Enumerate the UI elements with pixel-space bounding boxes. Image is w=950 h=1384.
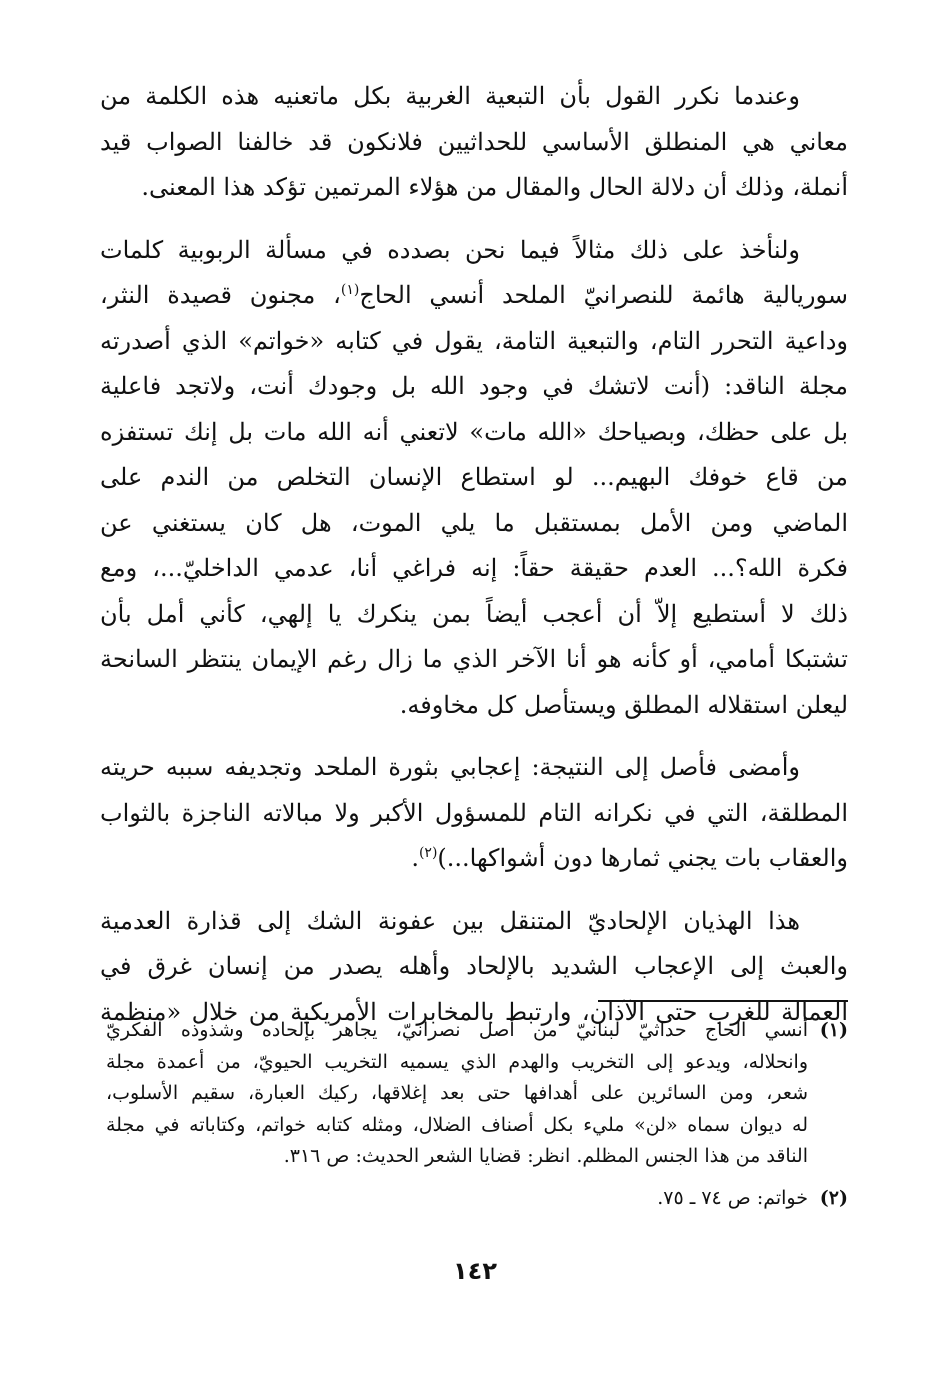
text-line: والعبث إلى الإعجاب الشديد بالإلحاد وأهله يصدر من إنسان غرق في — [100, 952, 848, 980]
footnote-line: وانحلاله، ويدعو إلى التخريب والهدم الذي يسميه التخريب الحيويّ، من أعمدة مجلة — [106, 1050, 808, 1073]
text-segment: . — [411, 844, 419, 872]
text-line: وأمضى فأصل إلى النتيجة: إعجابي بثورة الملحد وتجديفه سببه حريته — [100, 753, 800, 781]
text-line: العمالة للغرب حتى الآذان، وارتبط بالمخابرات الأمريكية من خلال «منظمة — [100, 997, 848, 1026]
paragraph-2 — [100, 228, 848, 729]
text-line: ولنأخذ على ذلك مثالاً فيما نحن بصدده في مسألة الربوبية كلمات — [100, 235, 800, 264]
footnote-body — [106, 1183, 808, 1215]
text-segment: والعقاب بات يجني ثمارها دون أشواكها...) — [437, 844, 848, 872]
text-line: معاني هي المنطلق الأساسي للحداثيين فلانكون قد خالفنا الصواب قيد — [100, 127, 848, 156]
main-text — [100, 74, 848, 1052]
footnote-ref-2: (٢) — [418, 845, 438, 861]
text-line-with-footnote — [100, 836, 848, 882]
footnote-2 — [106, 1183, 848, 1215]
text-segment: ، مجنون قصيدة النثر، — [100, 281, 341, 309]
footnotes — [106, 1015, 848, 1224]
footnote-number: (٢) — [819, 1186, 848, 1209]
footnote-number: (١) — [819, 1019, 848, 1041]
text-line: مجلة الناقد: (أنت لاتشك في وجود الله بل وجودك أنت، ولاتجد فاعلية — [100, 372, 848, 400]
footnote-body — [106, 1015, 808, 1173]
text-line: من قاع خوفك البهيم... لو استطاع الإنسان التخلص من الندم على — [100, 463, 848, 491]
text-line: ليعلن استقلاله المطلق ويستأصل كل مخاوفه. — [399, 690, 848, 719]
text-line: المطلقة، التي في نكرانه التام للمسؤول الأكبر ولا مبالاته الناجزة بالثواب — [100, 798, 848, 827]
text-line: أنملة، وذلك أن دلالة الحال والمقال من هؤلاء المرتمين تؤكد هذا المعنى. — [141, 173, 848, 201]
text-line: وداعية التحرر التام، والتبعية التامة، يقول في كتابه «خواتم» الذي أصدرته — [100, 326, 848, 355]
footnote-line: خواتم: ص ٧٤ ـ ٧٥. — [657, 1186, 808, 1209]
footnote-line: أنسي الحاج حداثيّ لبنانيّ من أصل نصرانيّ، يجاهر بإلحاده وشذوذه الفكريّ — [106, 1019, 808, 1041]
text-line: هذا الهذيان الإلحاديّ المتنقل بين عفونة الشك إلى قذارة العدمية — [100, 906, 800, 935]
footnote-separator — [598, 1000, 848, 1002]
text-line: وعندما نكرر القول بأن التبعية الغربية بكل ماتعنيه هذه الكلمة من — [100, 82, 800, 110]
footnote-line: شعر، ومن السائرين على أهدافها حتى بعد إغلاقها، ركيك العبارة، سقيم الأسلوب، — [106, 1082, 808, 1104]
footnote-line: الناقد من هذا الجنس المظلم. انظر: قضايا الشعر الحديث: ص ٣١٦. — [283, 1145, 808, 1167]
footnote-ref-1: (١) — [340, 282, 360, 298]
text-line: بل على حظك، وبصياحك «الله مات» لاتعني أنه الله مات بل إنك تستفزه — [100, 417, 848, 446]
text-line: تشتبكا أمامي، أو كأنه هو أنا الآخر الذي ما زال رغم الإيمان ينتظر السانحة — [100, 645, 848, 673]
paragraph-3 — [100, 745, 848, 882]
page-number: ١٤٢ — [453, 1257, 497, 1285]
text-line: ذلك لا أستطيع إلاّ أن أعجب أيضاً بمن ينكرك يا إلهي، كأني أمل بأن — [100, 599, 848, 628]
text-line: فكرة الله؟... العدم حقيقة حقاً: إنه فراغي أنا، عدمي الداخليّ...، ومع — [100, 554, 848, 582]
text-segment: سوريالية هائمة للنصرانيّ الملحد أنسي الحاج — [359, 281, 848, 309]
text-line-with-footnote — [100, 273, 848, 319]
footnote-line: له ديوان سماه «لن» مليء بكل أصناف الضلال، ومثله كتابه خواتم، وكتاباته في مجلة — [106, 1113, 808, 1136]
footnote-1 — [106, 1015, 848, 1173]
text-line: الماضي ومن الأمل بمستقبل ما يلي الموت، هل كان يستغني عن — [100, 508, 848, 537]
paragraph-1 — [100, 74, 848, 211]
